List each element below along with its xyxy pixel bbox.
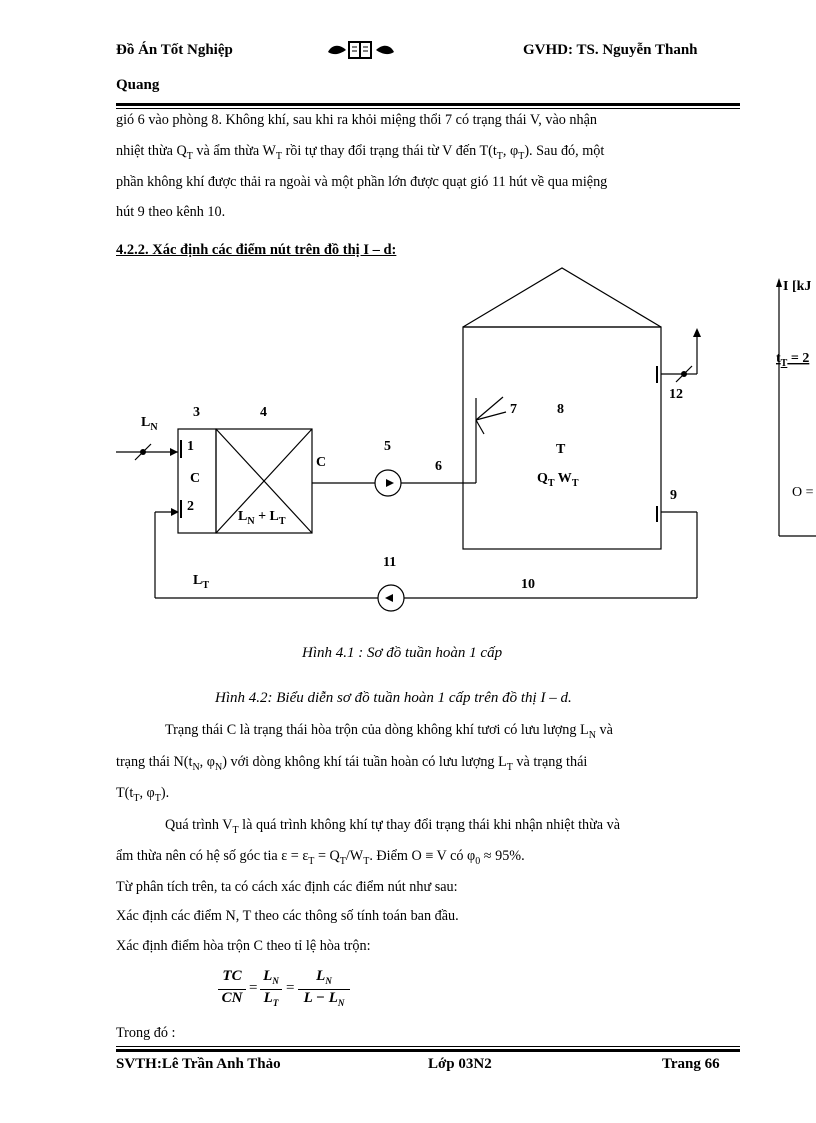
label-6: 6	[435, 459, 442, 474]
label-7: 7	[510, 402, 517, 417]
label-c-left: C	[190, 471, 201, 486]
body-p1-line2: trạng thái $N(t_N$, $\varphi_N$) với dòng không khí tái tuần hoàn có lưu lượng $L_T$ và trạng thái	[116, 754, 588, 773]
body-line-5: Xác định điểm hòa trộn C theo tỉ lệ hòa trộn:	[116, 938, 371, 954]
label-2: 2	[187, 499, 194, 514]
body-line-4: Xác định các điểm N, T theo các thông số tính toán ban đầu.	[116, 908, 459, 924]
label-3: 3	[193, 405, 200, 420]
body-line-3: Từ phân tích trên, ta có cách xác định các điểm nút như sau:	[116, 879, 458, 895]
label-lt: $L_T$	[193, 573, 210, 591]
label-ln: $L_N$	[141, 415, 158, 433]
header-supervisor: GVHD: TS. Nguyễn Thanh	[523, 42, 698, 58]
label-c-right: C	[316, 455, 327, 470]
label-qt-wt: $Q_T$ $W_T$	[537, 471, 579, 489]
header-title: Đồ Án Tốt Nghiệp	[116, 42, 233, 58]
section-heading: 4.2.2. Xác định các điểm nút trên đồ thị I – d:	[116, 242, 397, 258]
side-o-label: O =	[792, 485, 814, 500]
caption-fig-4-1: Hình 4.1 : Sơ đồ tuần hoàn 1 cấp	[302, 645, 503, 661]
label-1: 1	[187, 439, 194, 454]
label-9: 9	[670, 488, 677, 503]
label-4: 4	[260, 405, 267, 420]
intro-line-4: hút 9 theo kênh 10.	[116, 204, 226, 220]
body-p1-line1: Trạng thái C là trạng thái hòa trộn của dòng không khí tươi có lưu lượng $L_N$ và	[165, 722, 613, 741]
label-5: 5	[384, 439, 391, 454]
intro-line-2: nhiệt thừa $Q_T$ và ẩm thừa $W_T$ rồi tự thay đổi trạng thái từ V đến $T(t_T$, $\varphi_T$). Sau đó, một	[116, 143, 605, 162]
mixing-ratio-formula: TC CN = $L_N$ $L_T$ = $L_N$ $L - L_N$	[218, 968, 358, 1012]
label-11: 11	[383, 555, 397, 570]
label-8: 8	[557, 402, 564, 417]
body-p2-line1: Quá trình $V_T$ là quá trình không khí tự thay đổi trạng thái khi nhận nhiệt thừa và	[165, 817, 621, 836]
header-supervisor-cont: Quang	[116, 77, 160, 93]
footer-class: Lớp 03N2	[428, 1056, 492, 1072]
label-t: T	[556, 442, 566, 457]
footer-rule	[116, 1049, 740, 1052]
intro-line-3: phần không khí được thải ra ngoài và một phần lớn được quạt gió 11 hút về qua miệng	[116, 174, 608, 190]
room-outline	[463, 327, 661, 549]
side-axis-label: I [kJ	[783, 279, 812, 294]
intro-line-1: gió 6 vào phòng 8. Không khí, sau khi ra khỏi miệng thổi 7 có trạng thái V, vào nhận	[116, 112, 598, 128]
label-ln-lt: $L_N + L_T$	[238, 509, 286, 527]
footer-page: Trang 66	[662, 1056, 720, 1072]
body-p2-line2: ẩm thừa nên có hệ số góc tia $\varepsilon = \varepsilon_T = Q_T/W_T$. Điểm O ≡ V có $\varphi_0 \approx 95\%$.	[116, 848, 525, 867]
footer-rule-thin	[116, 1046, 740, 1047]
caption-fig-4-2: Hình 4.2: Biểu diễn sơ đồ tuần hoàn 1 cấp trên đồ thị I – d.	[215, 690, 572, 706]
body-line-6: Trong đó :	[116, 1025, 176, 1041]
side-tt-label: $t_T = 2$	[776, 351, 810, 369]
label-12: 12	[669, 387, 683, 402]
label-10: 10	[521, 577, 535, 592]
footer-student: SVTH:Lê Trần Anh Thảo	[116, 1056, 281, 1072]
body-p1-line3: $T(t_T$, $\varphi_T$).	[116, 785, 170, 804]
